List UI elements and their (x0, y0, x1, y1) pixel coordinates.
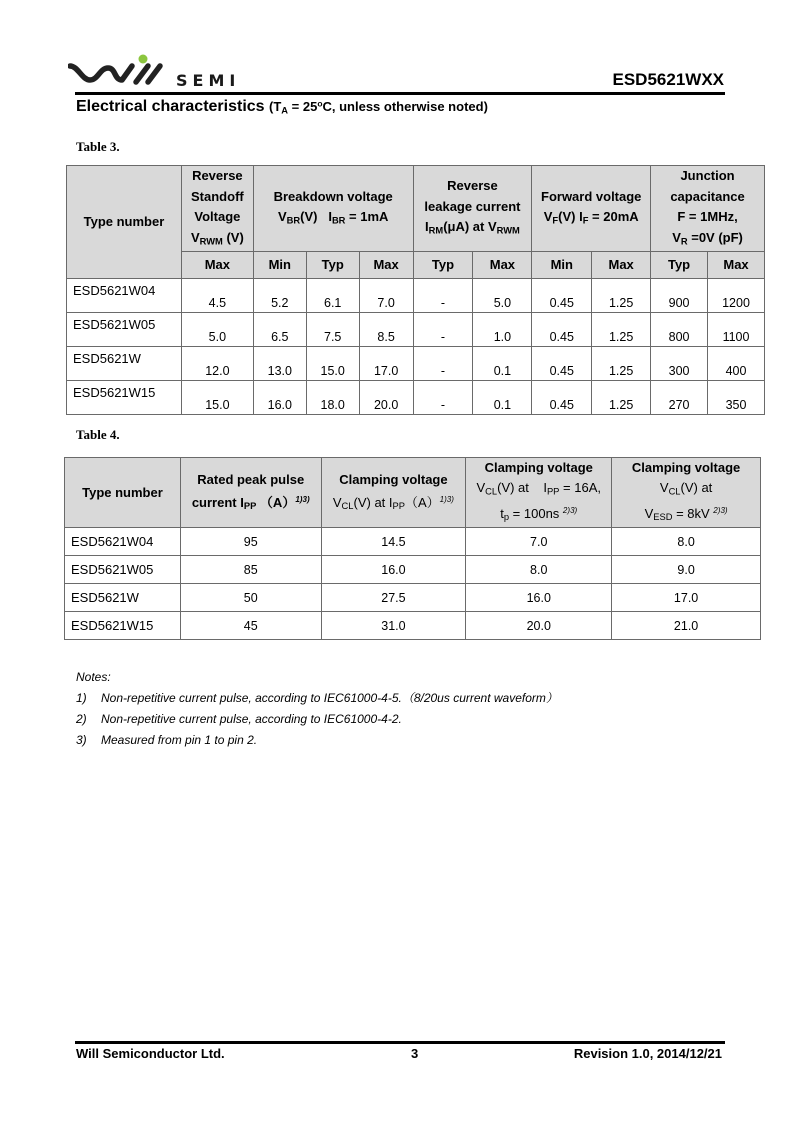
th-sub: Max (181, 252, 253, 279)
cell-value: 13.0 (253, 347, 306, 381)
section-condition: ($T_A = 25^oC$, unless otherwise noted) (269, 98, 488, 116)
logo-text: SEMI (176, 71, 241, 90)
cell-value: 8.0 (466, 556, 612, 584)
cell-value: 14.5 (321, 528, 466, 556)
note-text: Non-repetitive current pulse, according to IEC61000-4-5.（8/20us current waveform） (101, 691, 558, 705)
cell-value: - (413, 381, 473, 415)
cell-value: 7.0 (466, 528, 612, 556)
cell-value: 15.0 (306, 347, 359, 381)
cell-type-number: ESD5621W15 (67, 381, 182, 415)
th-sub: Min (532, 252, 592, 279)
cell-value: 6.1 (306, 279, 359, 313)
cell-value: 9.0 (612, 556, 761, 584)
th-junction-capacitance: Junction capacitance F = 1MHz, $V_R =0V$ (pF) (651, 166, 765, 252)
note-text: Measured from pin 1 to pin 2. (101, 733, 258, 747)
th-sub: Max (473, 252, 532, 279)
notes (76, 667, 558, 751)
cell-value: 95 (180, 528, 321, 556)
cell-value: 16.0 (466, 584, 612, 612)
cell-value: 0.45 (532, 347, 592, 381)
cell-value: 50 (180, 584, 321, 612)
table-row (67, 381, 765, 415)
table3-label: Table 3. (76, 139, 120, 154)
cell-value: 400 (708, 347, 765, 381)
cell-value: 6.5 (253, 313, 306, 347)
cell-value: 27.5 (321, 584, 466, 612)
cell-value: 0.45 (532, 381, 592, 415)
cell-type-number: ESD5621W05 (65, 556, 181, 584)
cell-value: 31.0 (321, 612, 466, 640)
company-logo (68, 54, 258, 90)
cell-value: 270 (651, 381, 708, 415)
cell-value: 7.0 (359, 279, 413, 313)
note-text: Non-repetitive current pulse, according to IEC61000-4-2. (101, 712, 402, 726)
cell-value: 4.5 (181, 279, 253, 313)
cell-value: 1200 (708, 279, 765, 313)
table-row (65, 584, 761, 612)
th-sub: Max (592, 252, 651, 279)
table3 (66, 165, 765, 415)
cell-value: 1.25 (592, 347, 651, 381)
cell-value: 1.25 (592, 313, 651, 347)
cell-value: 0.1 (473, 381, 532, 415)
th-sub: Typ (413, 252, 473, 279)
th-forward-voltage: Forward voltage $V_F(V) I_F = 20mA$ (532, 166, 651, 252)
th-sub: Max (708, 252, 765, 279)
footer-revision: Revision 1.0, 2014/12/21 (573, 1046, 722, 1061)
th-clamping-voltage-esd: Clamping voltage $V_{CL}(V)$ at $V_{ESD} = 8kV$ $^{2)3)}$ (612, 458, 761, 528)
will-logo-icon (68, 54, 173, 86)
table-row (65, 528, 761, 556)
th-breakdown-voltage: Breakdown voltage $V_{BR}(V)$ $I_{BR} = 1mA$ (253, 166, 413, 252)
note-item (76, 688, 558, 709)
table-row (67, 313, 765, 347)
cell-value: 17.0 (612, 584, 761, 612)
cell-value: 5.2 (253, 279, 306, 313)
cell-value: 18.0 (306, 381, 359, 415)
cell-type-number: ESD5621W15 (65, 612, 181, 640)
th-sub: Typ (306, 252, 359, 279)
table-row (65, 556, 761, 584)
note-item (76, 709, 558, 730)
th-sub: Max (359, 252, 413, 279)
cell-value: 20.0 (359, 381, 413, 415)
table-row (65, 612, 761, 640)
cell-value: 1100 (708, 313, 765, 347)
cell-type-number: ESD5621W (65, 584, 181, 612)
cell-value: 0.1 (473, 347, 532, 381)
table3-body (67, 279, 765, 415)
cell-value: 0.45 (532, 279, 592, 313)
cell-value: 5.0 (181, 313, 253, 347)
cell-value: 5.0 (473, 279, 532, 313)
cell-value: - (413, 313, 473, 347)
note-item (76, 730, 558, 751)
th-rated-peak-pulse-current: Rated peak pulse current $I_{PP}$ $(A)^{1)3)}$ (180, 458, 321, 528)
table4-label: Table 4. (76, 427, 120, 442)
cell-type-number: ESD5621W05 (67, 313, 182, 347)
note-number: 2) (76, 712, 87, 726)
cell-value: 17.0 (359, 347, 413, 381)
cell-value: 16.0 (253, 381, 306, 415)
notes-title: Notes: (76, 670, 111, 684)
cell-value: 85 (180, 556, 321, 584)
footer-page-number: 3 (411, 1046, 419, 1061)
th-reverse-standoff: Reverse Standoff Voltage $V_{RWM}$ (V) (181, 166, 253, 252)
cell-type-number: ESD5621W04 (67, 279, 182, 313)
cell-value: 800 (651, 313, 708, 347)
table-row (67, 347, 765, 381)
th-clamping-voltage-ipp: Clamping voltage $V_{CL}(V)$ at $I_{PP}(A)^{1)3)}$ (321, 458, 466, 528)
cell-value: 12.0 (181, 347, 253, 381)
th-reverse-leakage: Reverse leakage current $I_{RM}(\mu A)$ at $V_{RWM}$ (413, 166, 532, 252)
cell-value: 8.5 (359, 313, 413, 347)
cell-value: 300 (651, 347, 708, 381)
cell-value: - (413, 279, 473, 313)
table4-body (65, 528, 761, 640)
cell-type-number: ESD5621W04 (65, 528, 181, 556)
cell-value: - (413, 347, 473, 381)
cell-value: 0.45 (532, 313, 592, 347)
note-number: 3) (76, 733, 87, 747)
cell-value: 900 (651, 279, 708, 313)
cell-value: 15.0 (181, 381, 253, 415)
cell-value: 1.25 (592, 381, 651, 415)
document-code: ESD5621WXX (612, 70, 724, 89)
cell-value: 21.0 (612, 612, 761, 640)
cell-value: 1.25 (592, 279, 651, 313)
th-sub: Min (253, 252, 306, 279)
cell-value: 7.5 (306, 313, 359, 347)
th-type-number: Type number (67, 166, 182, 279)
header-divider (75, 92, 725, 95)
table-row (67, 279, 765, 313)
note-number: 1) (76, 691, 87, 705)
cell-value: 20.0 (466, 612, 612, 640)
table4 (64, 457, 761, 640)
logo-dot (139, 55, 148, 64)
footer-company: Will Semiconductor Ltd. (76, 1046, 225, 1061)
th-sub: Typ (651, 252, 708, 279)
footer-divider (75, 1041, 725, 1044)
cell-type-number: ESD5621W (67, 347, 182, 381)
cell-value: 16.0 (321, 556, 466, 584)
cell-value: 350 (708, 381, 765, 415)
th-clamping-voltage-16a: Clamping voltage $V_{CL}(V)$ at $I_{PP} = 16A$, $t_p = 100ns$ $^{2)3)}$ (466, 458, 612, 528)
cell-value: 8.0 (612, 528, 761, 556)
cell-value: 1.0 (473, 313, 532, 347)
cell-value: 45 (180, 612, 321, 640)
th-type-number: Type number (65, 458, 181, 528)
section-title: Electrical characteristics ($T_A = 25^oC$, unless otherwise noted) (76, 98, 488, 116)
